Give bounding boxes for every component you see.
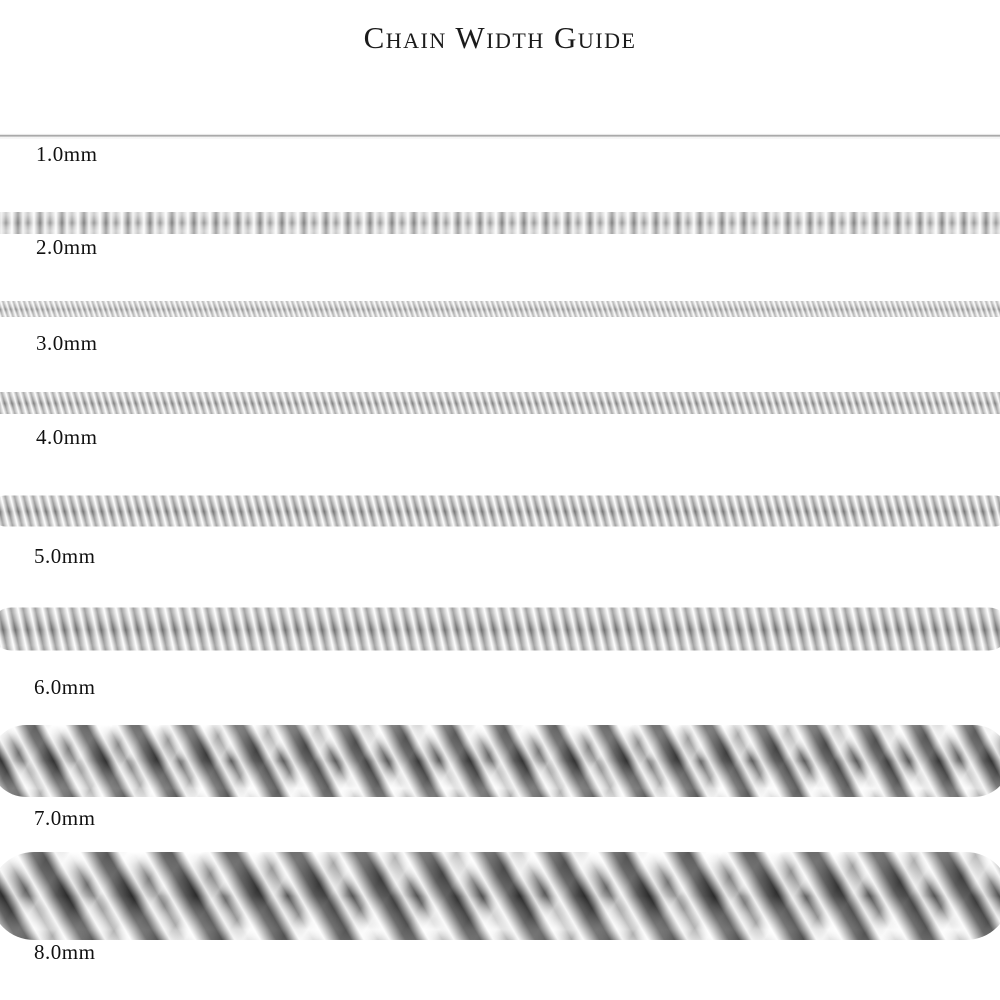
chain-label-5-0mm: 5.0mm [34,544,96,568]
chain-sample-1-0mm [0,118,1000,154]
page-title: Chain Width Guide [363,20,637,55]
chain-label-3-0mm: 3.0mm [36,331,98,355]
chain-sample-6-0mm [0,598,1000,660]
chain-sample-4-0mm [0,382,1000,424]
chain-label-2-0mm: 2.0mm [36,235,98,259]
chain-sample-5-0mm [0,486,1000,536]
rope-chain-strand [0,725,1000,797]
snake-chain-strand [0,392,1000,414]
snake-chain-strand [0,608,1000,651]
chain-label-1-0mm: 1.0mm [36,142,98,166]
chain-label-8-0mm: 8.0mm [34,940,96,964]
rope-chain-strand [0,852,1000,940]
chain-label-4-0mm: 4.0mm [36,425,98,449]
fine-wire-chain-strand [0,134,1000,139]
snake-chain-strand [0,496,1000,527]
chain-sample-8-0mm [0,846,1000,946]
chain-sample-3-0mm [0,290,1000,328]
chain-label-6-0mm: 6.0mm [34,675,96,699]
snake-chain-strand [0,301,1000,317]
chain-sample-2-0mm [0,203,1000,243]
chain-label-7-0mm: 7.0mm [34,806,96,830]
chain-sample-7-0mm [0,718,1000,804]
bead-box-chain-strand [0,212,1000,234]
